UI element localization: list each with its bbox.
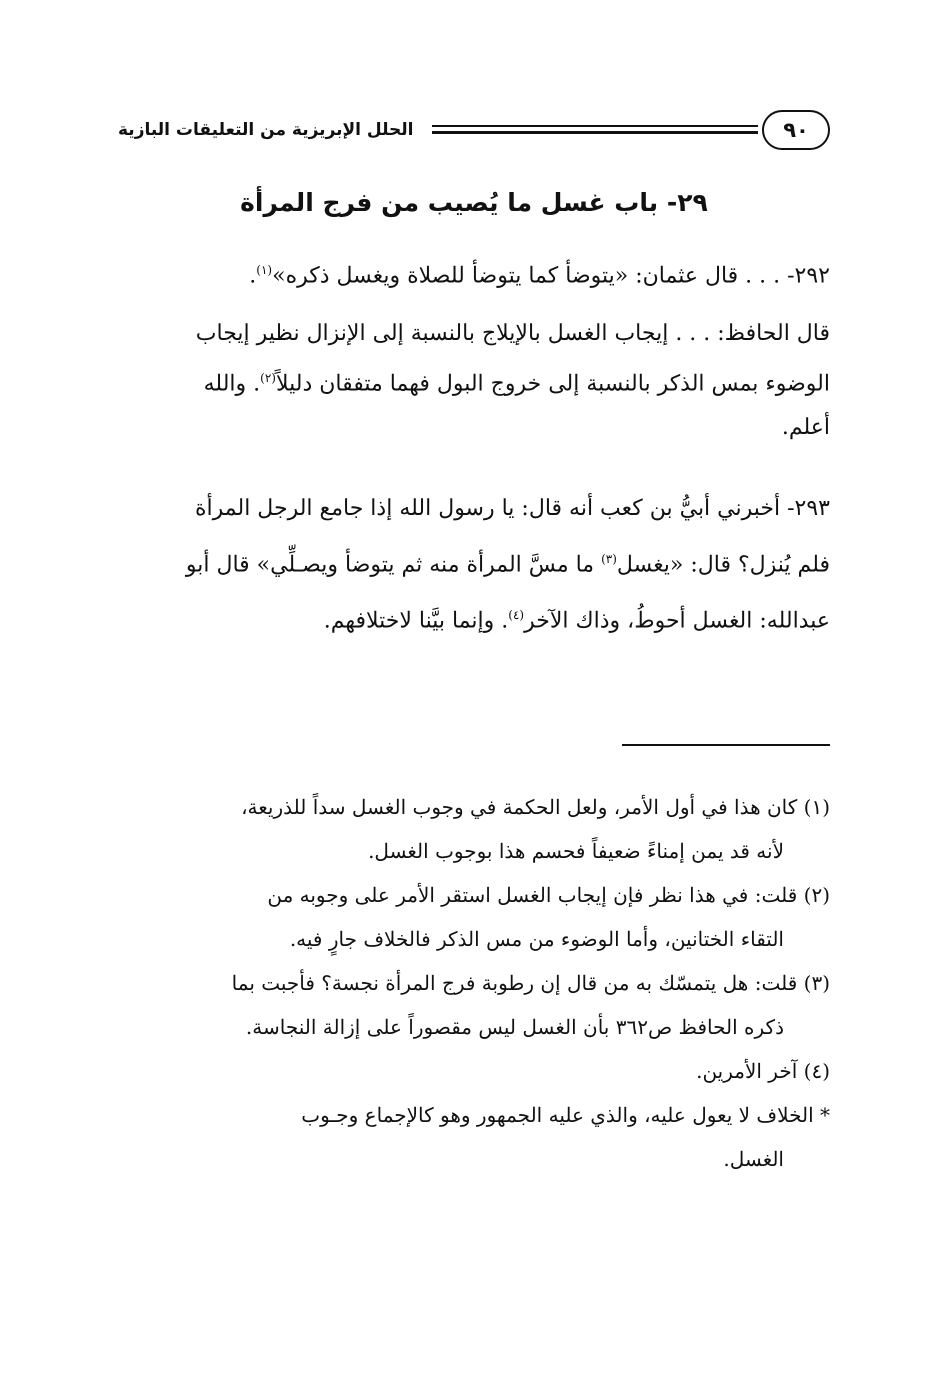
book-title: الحلل الإبريزية من التعليقات البازية <box>118 120 414 140</box>
footnote-ref-2: (٢) <box>260 371 276 385</box>
chapter-title: ٢٩- باب غسل ما يُصيب من فرج المرأة <box>240 188 708 217</box>
hadith-292-line: ٢٩٢- . . . قال عثمان: «يتوضأ كما يتوضأ للصلاة ويغسل ذكره»$^{(١)}$. <box>249 263 830 289</box>
footnote-ref-3: (٣) <box>601 552 617 566</box>
editor-note: * الخلاف لا يعول عليه، والذي عليه الجمهور وهو كالإجماع وجـوب <box>301 1103 830 1127</box>
hafiz-comment-line: قال الحافظ: . . . إيجاب الغسل بالإيلاج بالنسبة إلى الإنزال نظير إيجاب <box>195 321 830 346</box>
footnote-3-cont: ذكره الحافظ ص٣٦٢ بأن الغسل ليس مقصوراً على إزالة النجاسة. <box>245 1015 784 1039</box>
hadith-292 <box>118 248 830 298</box>
footnote-ref-1: (١) <box>256 263 273 277</box>
footnote-2-cont: التقاء الختانين، وأما الوضوء من مس الذكر فالخلاف جارٍ فيه. <box>289 927 784 951</box>
footnote-1: (١) كان هذا في أول الأمر، ولعل الحكمة في وجوب الغسل سداً للذريعة، <box>241 795 830 819</box>
footnote-1-cont: لأنه قد يمن إمناءً ضعيفاً فحسم هذا بوجوب الغسل. <box>368 839 784 863</box>
hadith-293-line: عبدالله: الغسل أحوطُ، وذاك الآخر$^{(٤)}$. وإنما بيَّنا لاختلافهم. <box>323 608 830 634</box>
page-number: ٩٠ <box>762 110 830 150</box>
header-rule <box>432 125 758 133</box>
footnote-2: (٢) قلت: في هذا نظر فإن إيجاب الغسل استقر الأمر على وجوبه من <box>267 883 830 907</box>
footnote-separator <box>622 744 830 746</box>
hadith-293-line: فلم يُنزل؟ قال: «يغسل$^{(٣)}$ ما مسَّ المرأة منه ثم يتوضأ ويصـلِّي» قال أبو <box>185 552 830 578</box>
footnote-4: (٤) آخر الأمرين. <box>696 1059 830 1083</box>
hadith-293-line: ٢٩٣- أخبرني أبيُّ بن كعب أنه قال: يا رسول الله إذا جامع الرجل المرأة <box>195 496 830 521</box>
footnote-ref-4: (٤) <box>508 608 525 623</box>
hafiz-comment-line: الوضوء بمس الذكر بالنسبة إلى خروج البول فهما متفقان دليلاً$^{(٢)}$. والله <box>203 371 830 397</box>
running-header <box>118 110 830 154</box>
hafiz-comment-line: أعلم. <box>781 415 830 441</box>
hafiz-comment <box>118 312 830 450</box>
footnote-3: (٣) قلت: هل يتمسّك به من قال إن رطوبة فرج المرأة نجسة؟ فأجبت بما <box>231 971 830 995</box>
header-rule-thin <box>432 133 758 134</box>
editor-note-cont: الغسل. <box>723 1147 784 1171</box>
hadith-293 <box>118 484 830 647</box>
footnotes <box>118 785 830 1181</box>
